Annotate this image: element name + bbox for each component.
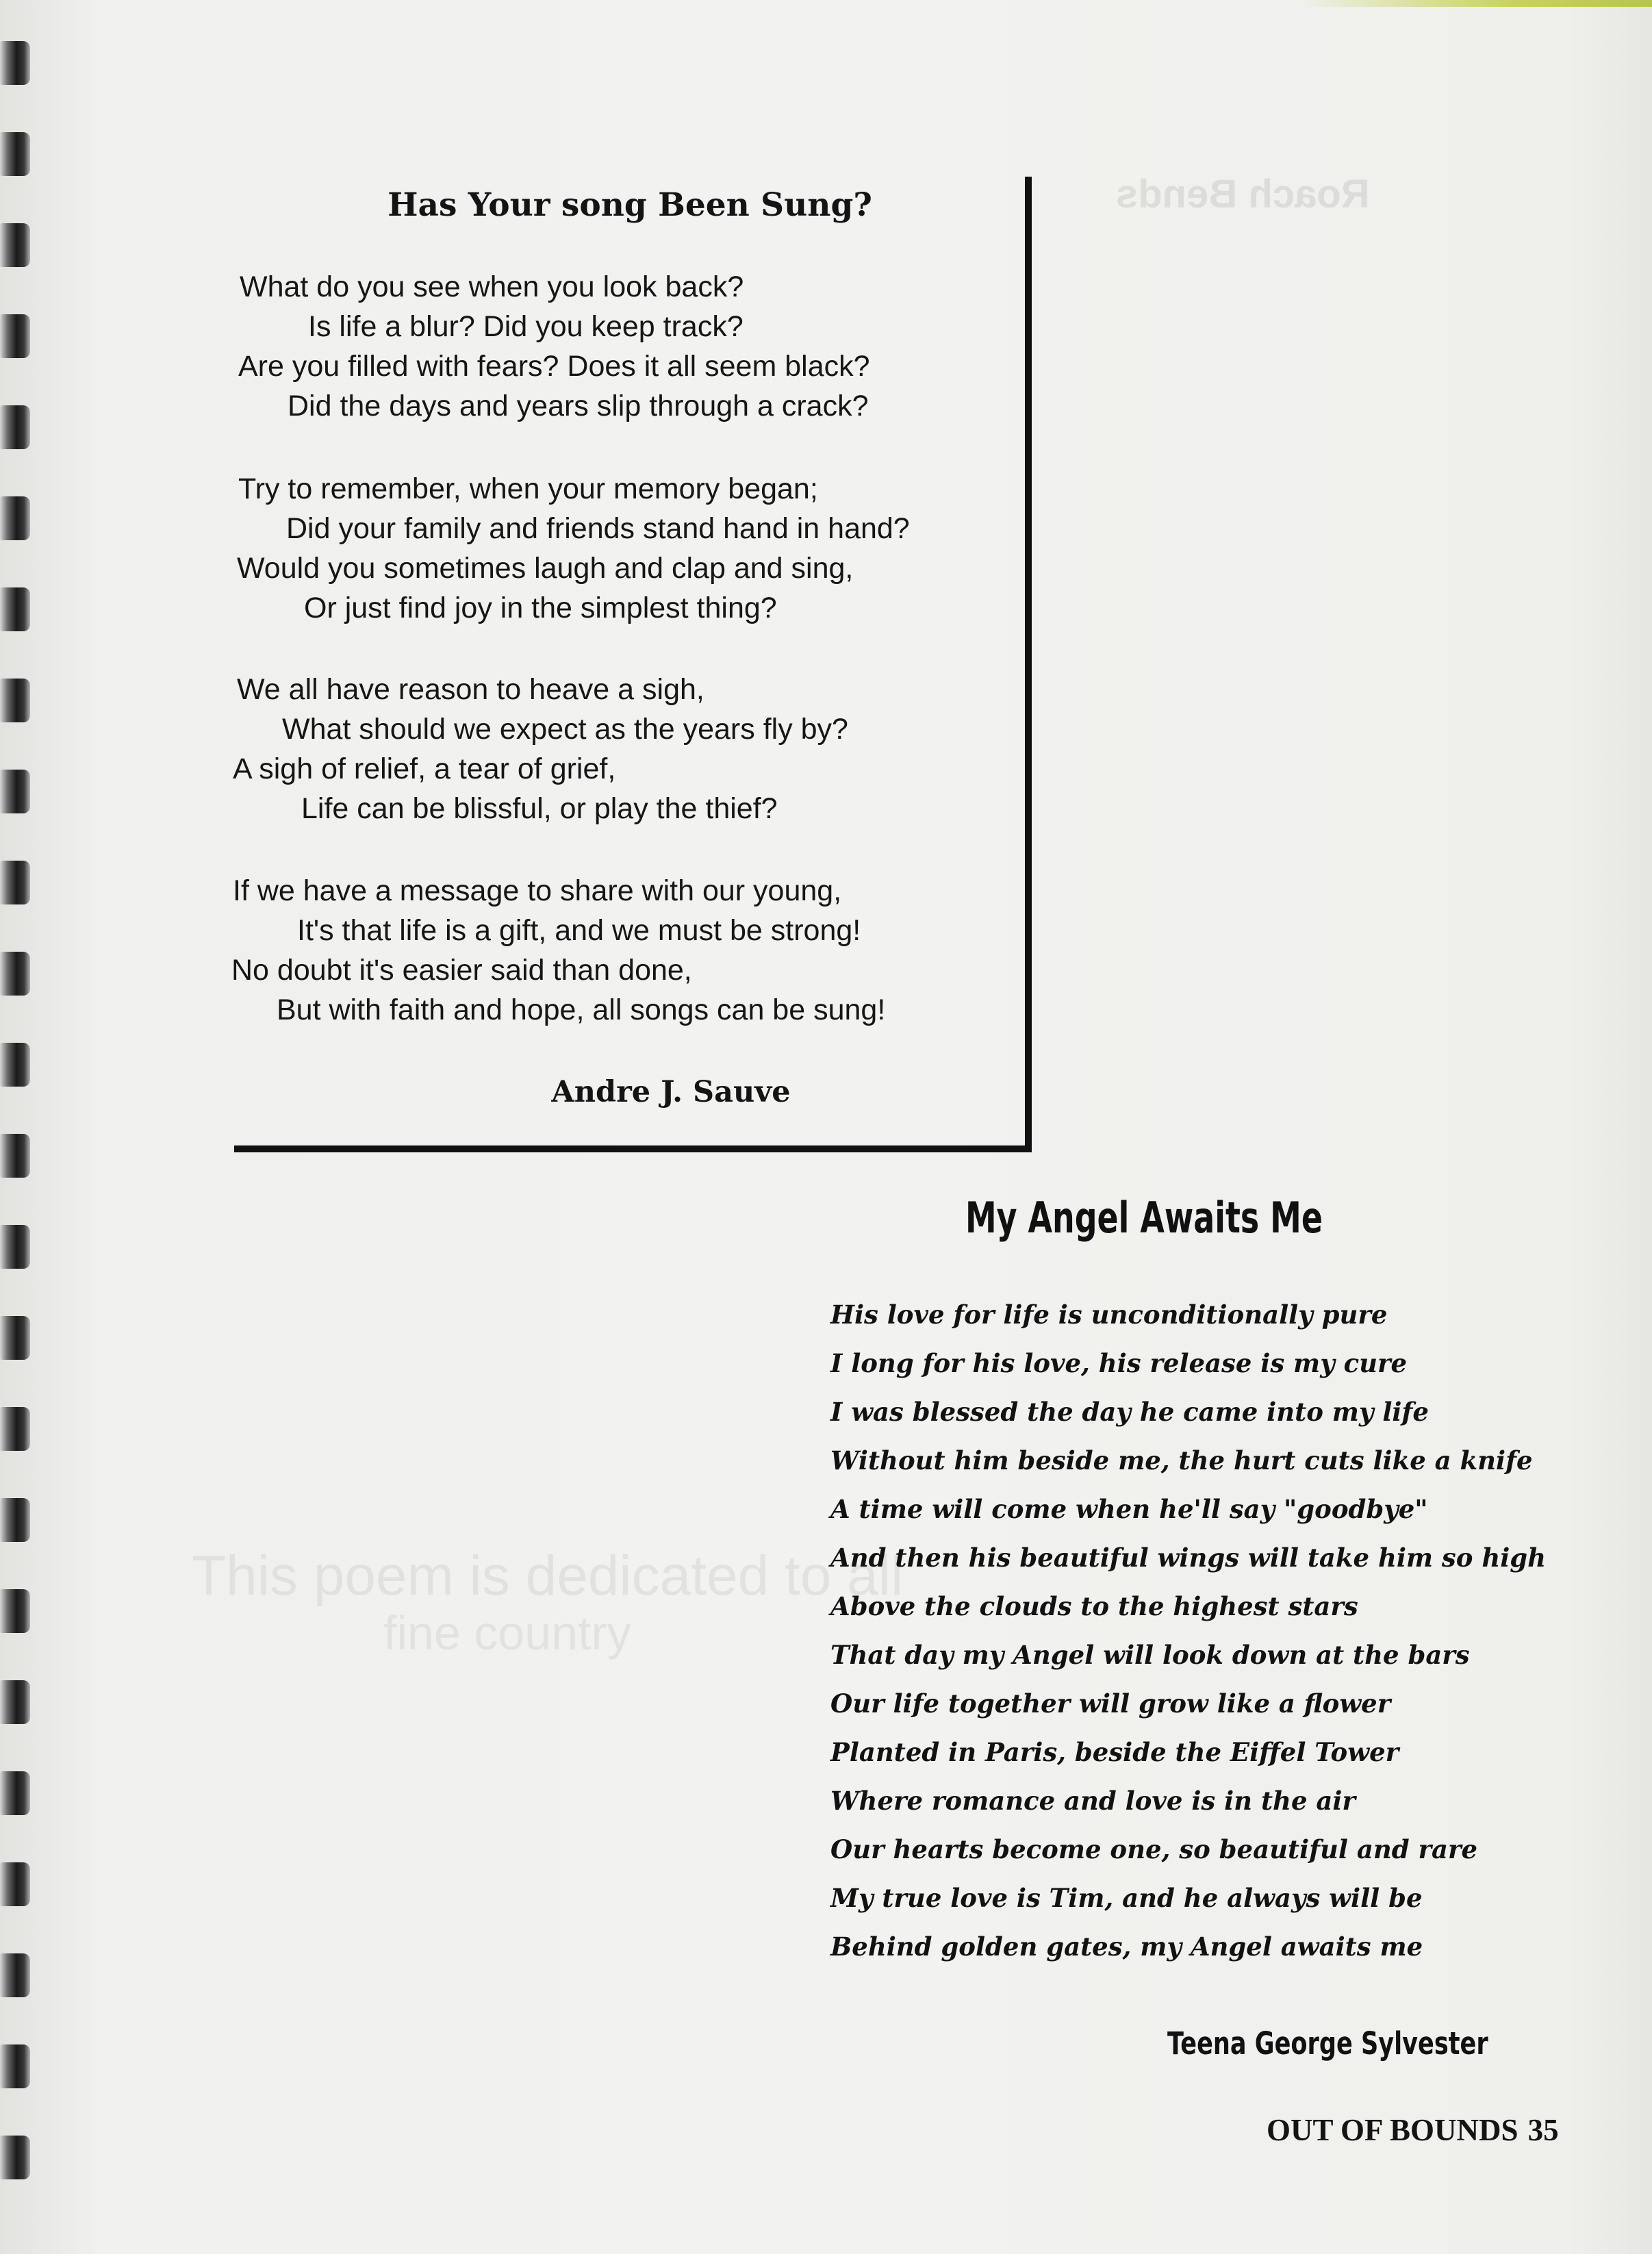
poem-line: Try to remember, when your memory began; [238,472,818,505]
binding-ring [0,132,30,176]
poem-line: What should we expect as the years fly by? [282,713,848,746]
binding-ring [0,1680,30,1724]
poem-line: His love for life is unconditionally pure [830,1300,1388,1330]
poem-line: Is life a blur? Did you keep track? [308,310,744,343]
binding-ring [0,1134,30,1178]
binding-ring [0,1225,30,1269]
poem-line: Our life together will grow like a flower [830,1688,1391,1719]
page-top-edge [1301,0,1652,7]
poem-line: No doubt it's easier said than done, [231,954,692,987]
poem-line: I long for his love, his release is my cure [830,1348,1408,1378]
page-footer [1267,2112,1559,2148]
binding-ring [0,1407,30,1451]
binding-ring [0,2136,30,2179]
poem-line: Above the clouds to the highest stars [830,1591,1358,1621]
binding-ring [0,1043,30,1087]
poem-line: A sigh of relief, a tear of grief, [233,752,616,785]
binding-ring [0,405,30,449]
poem-line: Without him beside me, the hurt cuts like a knife [830,1445,1533,1476]
poem-title: My Angel Awaits Me [965,1193,1323,1243]
poem-line: It's that life is a gift, and we must be strong! [297,914,861,947]
poem-line: Did your family and friends stand hand in hand? [286,512,910,545]
binding-ring [0,2044,30,2088]
poem-line: Are you filled with fears? Does it all seem black? [238,350,870,383]
poem-line: A time will come when he'll say "goodbye" [830,1494,1428,1524]
binding-ring [0,1316,30,1360]
binding-ring [0,1589,30,1633]
bleed-through-text: fine country [383,1606,631,1660]
poem-line: If we have a message to share with our young, [233,874,842,907]
binding-ring [0,952,30,996]
binding-ring [0,496,30,540]
poem-line: My true love is Tim, and he always will be [830,1883,1423,1913]
poem-line: I was blessed the day he came into my life [830,1397,1429,1427]
binding-ring [0,1498,30,1542]
binding-ring [0,770,30,813]
poem-line: Planted in Paris, beside the Eiffel Tower [830,1737,1399,1767]
binding-ring [0,223,30,267]
binding-ring [0,41,30,85]
poem-line: What do you see when you look back? [240,270,744,303]
poem-line: Did the days and years slip through a crack? [288,390,869,422]
publication-name: OUT OF BOUNDS [1267,2113,1518,2147]
poem-line: We all have reason to heave a sigh, [237,673,704,706]
binding-ring [0,587,30,631]
binding-ring [0,314,30,358]
poem-line: But with faith and hope, all songs can be sung! [277,993,886,1026]
poem-line: Where romance and love is in the air [830,1786,1356,1816]
bleed-through-text: This poem is dedicated to all [192,1545,904,1607]
poem-line: Life can be blissful, or play the thief? [301,792,778,825]
binding-ring [0,861,30,904]
spiral-binding [0,41,33,2205]
poem-author: Andre J. Sauve [551,1075,791,1109]
poem-line: Or just find joy in the simplest thing? [304,592,777,624]
binding-ring [0,1862,30,1906]
poem-line: And then his beautiful wings will take him so high [830,1543,1547,1573]
poem-line: Our hearts become one, so beautiful and rare [830,1834,1477,1864]
poem-line: Behind golden gates, my Angel awaits me [830,1932,1423,1962]
binding-ring [0,1953,30,1997]
poem-title: Has Your song Been Sung? [387,186,872,224]
poem-author: Teena George Sylvester [1167,2025,1488,2062]
bleed-through-text: Roach Bends [1116,172,1370,216]
poem-line: That day my Angel will look down at the bars [830,1640,1470,1670]
binding-ring [0,679,30,722]
poem-line: Would you sometimes laugh and clap and sing, [237,552,854,585]
binding-ring [0,1771,30,1815]
page-number: 35 [1527,2113,1559,2147]
